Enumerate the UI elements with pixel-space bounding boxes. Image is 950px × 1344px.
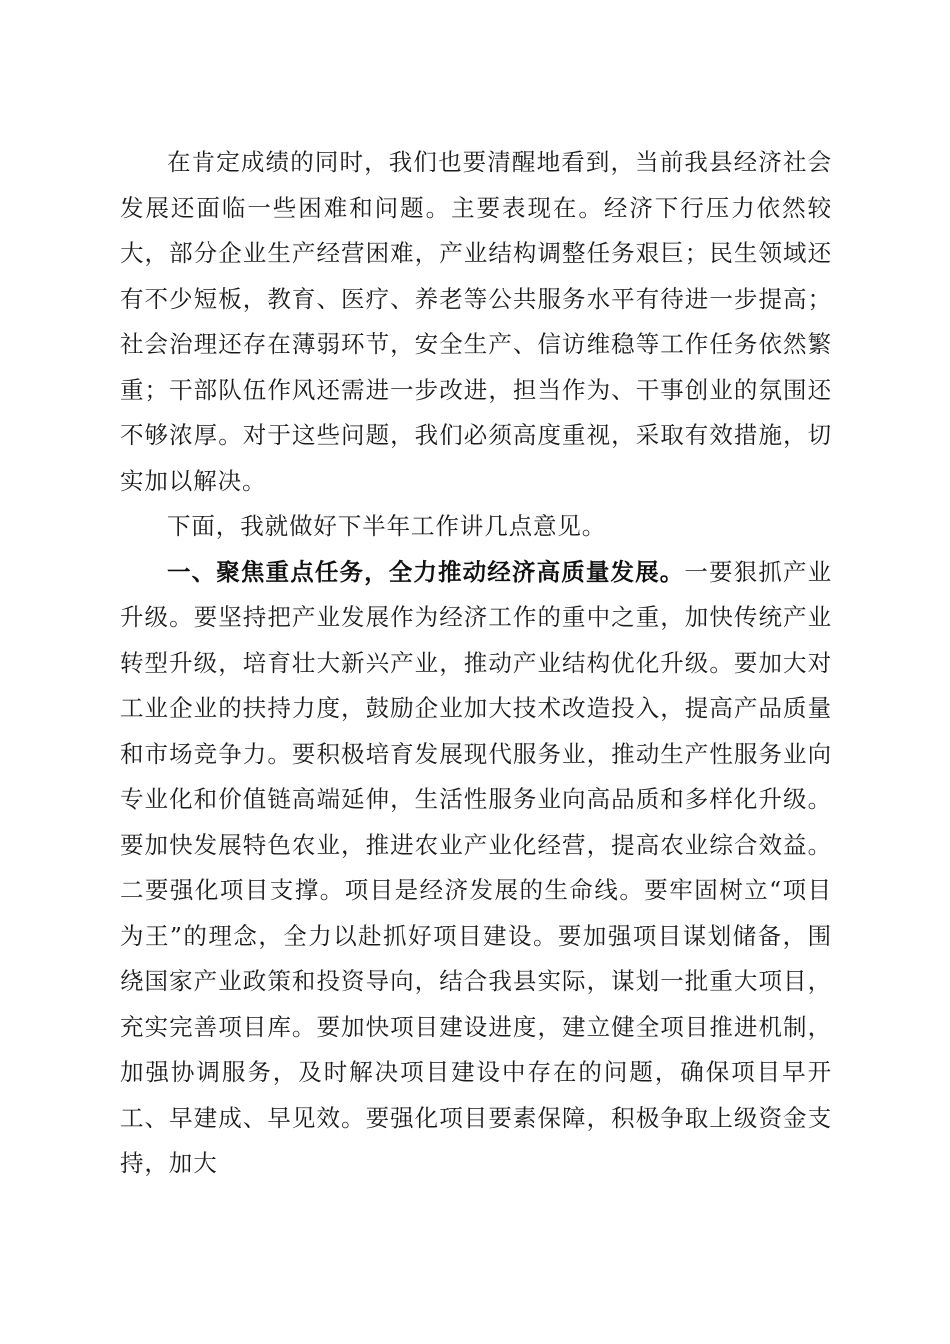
paragraph-section-one [120, 550, 832, 1187]
paragraph-problems [120, 140, 832, 504]
section-one-heading: 一、聚焦重点任务，全力推动经济高质量发展。 [167, 557, 685, 586]
paragraph-intro [120, 504, 832, 550]
paragraph-intro-text: 下面，我就做好下半年工作讲几点意见。 [167, 512, 607, 540]
document-body [120, 140, 832, 1187]
paragraph-problems-text: 在肯定成绩的同时，我们也要清醒地看到，当前我县经济社会发展还面临一些困难和问题。主要表现在。经济下行压力依然较大，部分企业生产经营困难，产业结构调整任务艰巨；民生领域还有不少短板，教育、医疗、养老等公共服务水平有待进一步提高；社会治理还存在薄弱环节，安全生产、信访维稳等工作任务依然繁重；干部队伍作风还需进一步改进，担当作为、干事创业的氛围还不够浓厚。对于这些问题，我们必须高度重视，采取有效措施，切实加以解决。 [120, 148, 832, 495]
section-one-text: 一要狠抓产业升级。要坚持把产业发展作为经济工作的重中之重，加快传统产业转型升级，培育壮大新兴产业，推动产业结构优化升级。要加大对工业企业的扶持力度，鼓励企业加大技术改造投入，提高产品质量和市场竞争力。要积极培育发展现代服务业，推动生产性服务业向专业化和价值链高端延伸，生活性服务业向高品质和多样化升级。要加快发展特色农业，推进农业产业化经营，提高农业综合效益。二要强化项目支撑。项目是经济发展的生命线。要牢固树立“项目为王”的理念，全力以赴抓好项目建设。要加强项目谋划储备，围绕国家产业政策和投资导向，结合我县实际，谋划一批重大项目，充实完善项目库。要加快项目建设进度，建立健全项目推进机制，加强协调服务，及时解决项目建设中存在的问题，确保项目早开工、早建成、早见效。要强化项目要素保障，积极争取上级资金支持，加大 [120, 557, 832, 1177]
